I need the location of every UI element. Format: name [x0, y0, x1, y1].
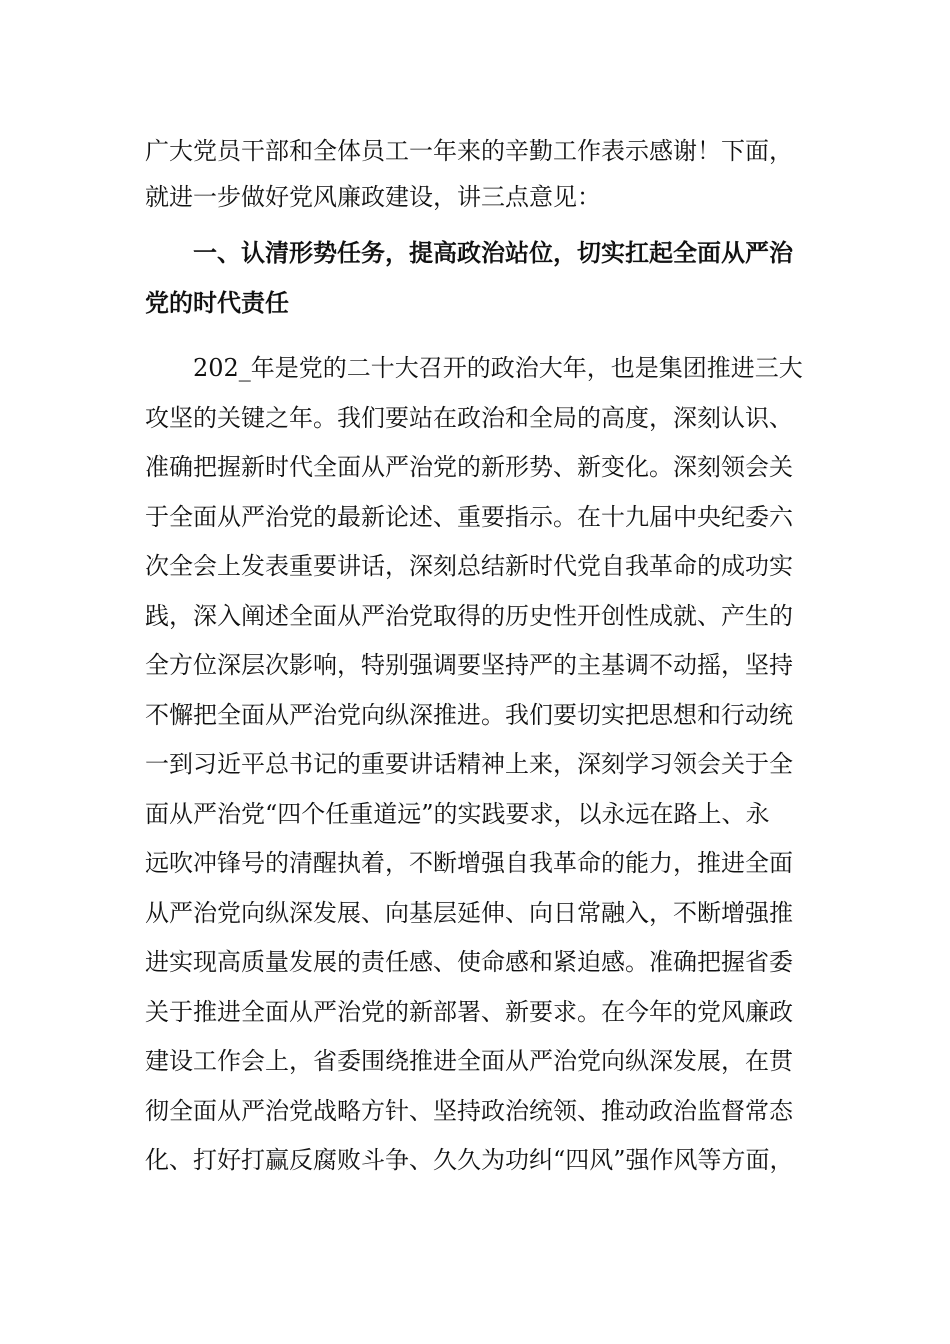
text-line: 于全面从严治党的最新论述、重要指示。在十九届中央纪委六: [145, 502, 793, 531]
intro-paragraph: [145, 128, 805, 220]
text-line: 进实现高质量发展的责任感、使命感和紧迫感。准确把握省委: [145, 948, 793, 976]
text-line: 攻坚的关键之年。我们要站在政治和全局的高度，深刻认识、: [145, 403, 793, 432]
text-line: 准确把握新时代全面从严治党的新形势、新变化。深刻领会关: [145, 453, 793, 481]
text-line: 不懈把全面从严治党向纵深推进。我们要切实把思想和行动统: [145, 700, 793, 729]
text-line: 远吹冲锋号的清醒执着，不断增强自我革命的能力，推进全面: [145, 849, 793, 877]
text-line: 从严治党向纵深发展、向基层延伸、向日常融入，不断增强推: [145, 898, 793, 927]
body-paragraph: [145, 344, 805, 1186]
text-line: 次全会上发表重要讲话，深刻总结新时代党自我革命的成功实: [145, 552, 793, 580]
text-line: 就进一步做好党风廉政建设，讲三点意见：: [145, 183, 601, 211]
text-line: 关于推进全面从严治党的新部署、新要求。在今年的党风廉政: [145, 997, 793, 1026]
text-line: 彻全面从严治党战略方针、坚持政治统领、推动政治监督常态: [145, 1096, 793, 1125]
text-line: 全方位深层次影响，特别强调要坚持严的主基调不动摇，坚持: [145, 651, 793, 679]
heading-line: 一、认清形势任务，提高政治站位，切实扛起全面从严治: [193, 239, 793, 267]
section-heading: [145, 228, 805, 328]
text-line: 面从严治党“四个任重道远”的实践要求，以永远在路上、永: [145, 799, 770, 828]
heading-line: 党的时代责任: [145, 289, 289, 317]
text-line: 建设工作会上，省委围绕推进全面从严治党向纵深发展，在贯: [145, 1047, 793, 1075]
text-line: 一到习近平总书记的重要讲话精神上来，深刻学习领会关于全: [145, 750, 793, 778]
text-line: 广大党员干部和全体员工一年来的辛勤工作表示感谢！下面，: [145, 137, 793, 165]
text-line: 化、打好打赢反腐败斗争、久久为功纠“四风”强作风等方面，: [145, 1146, 794, 1174]
text-line: 202_年是党的二十大召开的政治大年，也是集团推进三大: [193, 354, 803, 382]
text-line: 践，深入阐述全面从严治党取得的历史性开创性成就、产生的: [145, 601, 793, 630]
